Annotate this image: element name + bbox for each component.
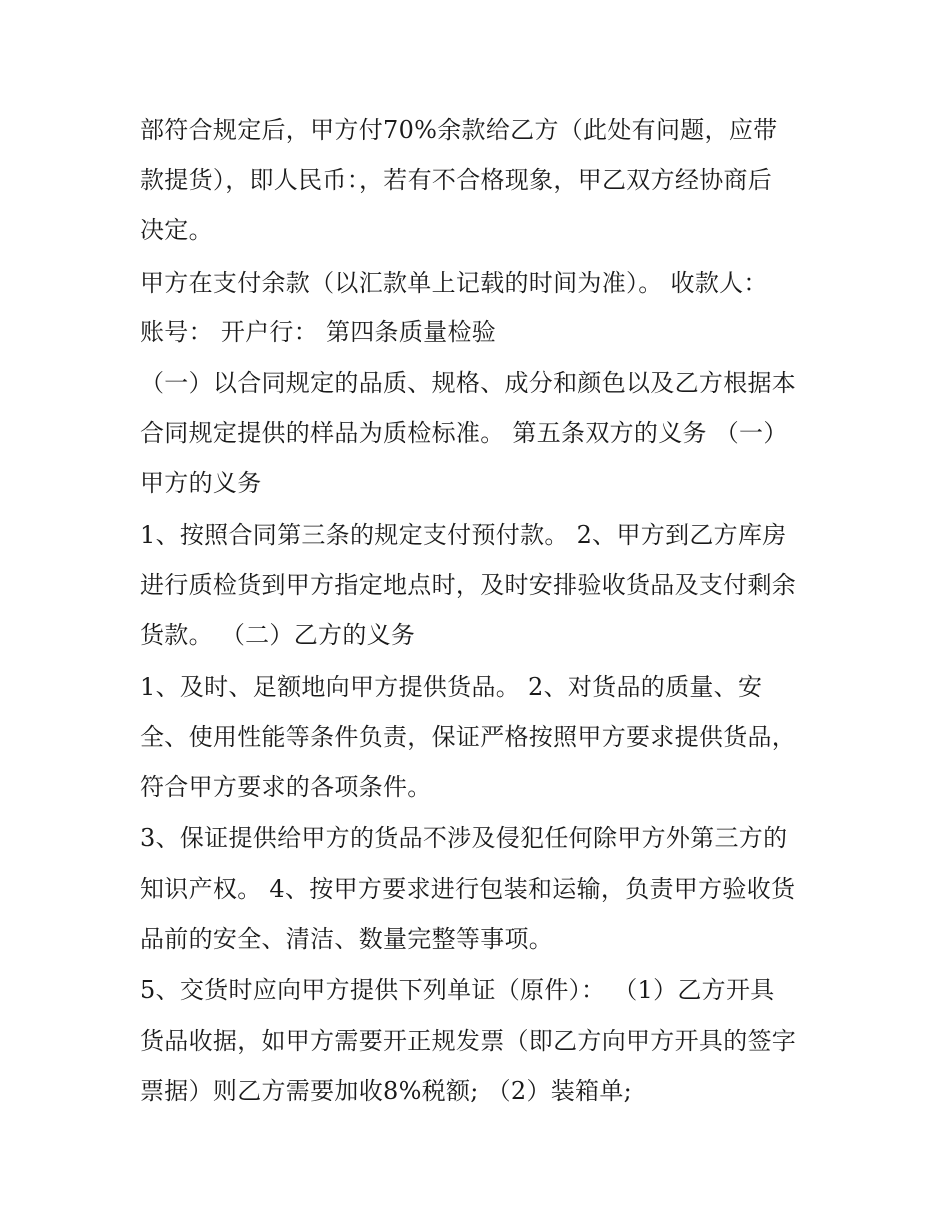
text-line: 决定。 <box>140 216 213 244</box>
text-line: 3、保证提供给甲方的货品不涉及侵犯任何除甲方外第三方的 <box>140 824 788 852</box>
text-line: 品前的安全、清洁、数量完整等事项。 <box>140 925 554 953</box>
text-line: 部符合规定后，甲方付70%余款给乙方（此处有问题，应带 <box>140 116 778 144</box>
text-line: 甲方在支付余款（以汇款单上记载的时间为准）。 收款人： <box>140 269 768 297</box>
text-line: 款提货），即人民币：，若有不合格现象，甲乙双方经协商后 <box>140 166 773 194</box>
text-line: 1、及时、足额地向甲方提供货品。 2、对货品的质量、安 <box>140 673 763 701</box>
text-line: 票据）则乙方需要加收8%税额; （2）装箱单; <box>140 1077 633 1105</box>
text-line: （一）以合同规定的品质、规格、成分和颜色以及乙方根据本 <box>140 369 797 397</box>
text-line: 知识产权。 4、按甲方要求进行包装和运输，负责甲方验收货 <box>140 875 796 903</box>
text-line: 1、按照合同第三条的规定支付预付款。 2、甲方到乙方库房 <box>140 521 787 549</box>
text-line: 进行质检货到甲方指定地点时，及时安排验收货品及支付剩余 <box>140 571 797 599</box>
text-line: 5、交货时应向甲方提供下列单证（原件）： （1）乙方开具 <box>140 976 775 1004</box>
text-line: 账号： 开户行： 第四条质量检验 <box>140 318 497 346</box>
text-line: 甲方的义务 <box>140 469 262 497</box>
text-line: 合同规定提供的样品为质检标准。 第五条双方的义务 （一） <box>140 419 788 447</box>
text-line: 符合甲方要求的各项条件。 <box>140 773 432 801</box>
text-line: 货品收据，如甲方需要开正规发票（即乙方向甲方开具的签字 <box>140 1027 797 1055</box>
text-line: 全、使用性能等条件负责，保证严格按照甲方要求提供货品， <box>140 723 797 751</box>
text-line: 货款。 （二）乙方的义务 <box>140 621 416 649</box>
